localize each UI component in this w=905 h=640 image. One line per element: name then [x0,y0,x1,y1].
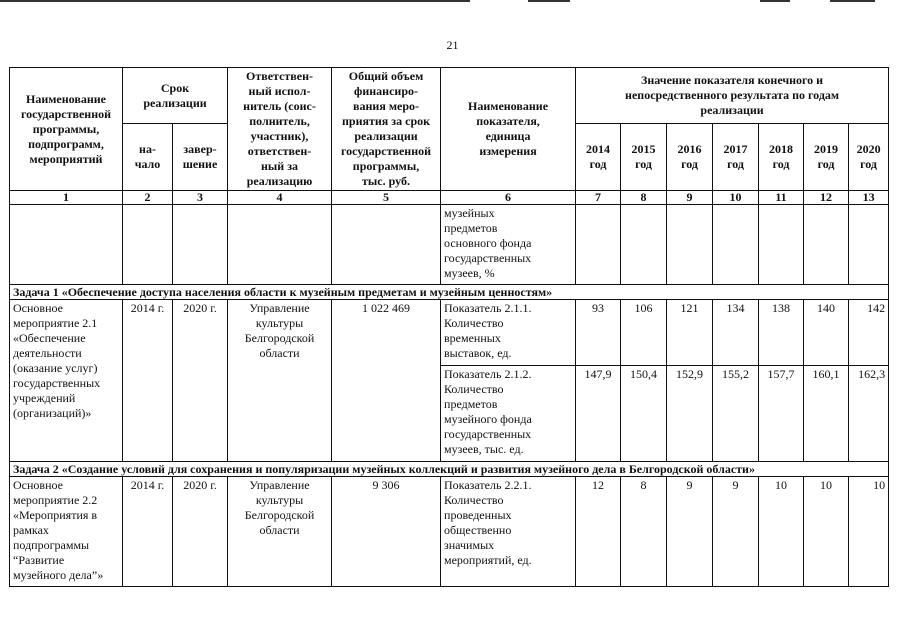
header-year: 2016 год [667,124,713,191]
indicator-name: Показатель 2.2.1. Количество проведенных общественно значимых мероприятий, ед. [441,477,576,587]
indicator-value: 134 [713,300,759,366]
header-indicator: Наименование показателя, единица измерения [441,68,576,191]
column-number: 9 [667,191,713,205]
table-row [10,477,889,587]
header-funding: Общий объем финансиро- вания меро- приятия за срок реализации государственной программы, тыс. руб. [332,68,441,191]
column-number: 11 [759,191,804,205]
indicator-value: 106 [621,300,667,366]
scan-edge-line [0,0,470,2]
task-row [10,462,889,477]
indicator-value: 10 [849,477,889,587]
indicator-value: 152,9 [667,366,713,462]
event-name: Основное мероприятие 2.2 «Мероприятия в рамках подпрограммы “Развитие музейного дела”» [10,477,123,587]
indicator-value: 9 [713,477,759,587]
header-values-group: Значение показателя конечного и непосредственного результата по годам реализации [576,68,889,124]
indicator-value: 138 [759,300,804,366]
indicator-name: Показатель 2.1.2. Количество предметов музейного фонда государственных музеев, тыс. ед. [441,366,576,462]
scan-edge-line [760,0,790,2]
start-year: 2014 г. [123,477,173,587]
indicator-value: 160,1 [804,366,849,462]
continuation-indicator: музейных предметов основного фонда государственных музеев, % [441,205,576,285]
indicator-value: 157,7 [759,366,804,462]
column-number: 1 [10,191,123,205]
end-year: 2020 г. [173,300,228,462]
header-period: Срок реализации [123,68,228,124]
column-number: 12 [804,191,849,205]
indicator-name: Показатель 2.1.1. Количество временных выставок, ед. [441,300,576,366]
indicator-value: 121 [667,300,713,366]
header-year: 2017 год [713,124,759,191]
indicator-value: 10 [759,477,804,587]
indicator-value: 10 [804,477,849,587]
header-name: Наименование государственной программы, подпрограмм, мероприятий [10,68,123,191]
task-row [10,285,889,300]
scan-edge-line [830,0,875,2]
indicator-value: 12 [576,477,621,587]
task-2-title: Задача 2 «Создание условий для сохранения и популяризации музейных коллекций и развития музейного дела в Белгородской области» [10,462,889,477]
column-number: 7 [576,191,621,205]
indicator-value: 140 [804,300,849,366]
column-number: 3 [173,191,228,205]
page-number: 21 [446,38,459,52]
end-year: 2020 г. [173,477,228,587]
header-year: 2014 год [576,124,621,191]
column-number: 8 [621,191,667,205]
column-number-row [10,191,889,205]
indicator-value: 162,3 [849,366,889,462]
table-row [10,300,889,366]
column-number: 6 [441,191,576,205]
scan-edge-line [528,0,570,2]
funding: 9 306 [332,477,441,587]
column-number: 5 [332,191,441,205]
header-year: 2015 год [621,124,667,191]
indicator-value: 150,4 [621,366,667,462]
column-number: 4 [228,191,332,205]
indicator-value: 147,9 [576,366,621,462]
indicator-value: 9 [667,477,713,587]
column-number: 13 [849,191,889,205]
column-number: 10 [713,191,759,205]
header-row [10,68,889,124]
indicator-value: 93 [576,300,621,366]
responsible: Управление культуры Белгородской области [228,477,332,587]
event-name: Основное мероприятие 2.1 «Обеспечение деятельности (оказание услуг) государственных учреждений (организаций)» [10,300,123,462]
indicator-value: 142 [849,300,889,366]
column-number: 2 [123,191,173,205]
indicator-value: 155,2 [713,366,759,462]
continuation-row [10,205,889,285]
header-end: завер- шение [173,124,228,191]
header-start: на- чало [123,124,173,191]
indicator-value: 8 [621,477,667,587]
program-table [9,67,889,587]
header-year: 2019 год [804,124,849,191]
start-year: 2014 г. [123,300,173,462]
task-1-title: Задача 1 «Обеспечение доступа населения области к музейным предметам и музейным ценностям» [10,285,889,300]
responsible: Управление культуры Белгородской области [228,300,332,462]
funding: 1 022 469 [332,300,441,462]
header-responsible: Ответствен- ный испол- нитель (соис- полнитель, участник), ответствен- ный за реализацию [228,68,332,191]
header-year: 2020 год [849,124,889,191]
header-year: 2018 год [759,124,804,191]
